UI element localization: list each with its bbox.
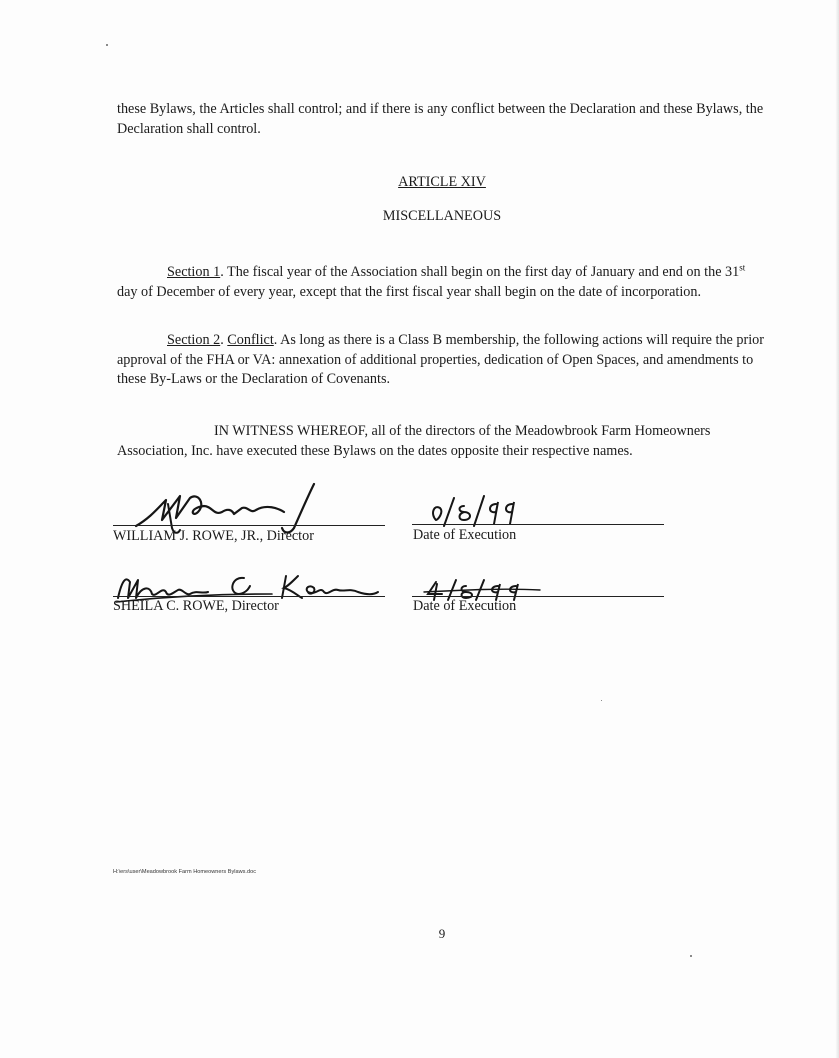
article-title: ARTICLE XIV [398, 174, 486, 190]
section-2-heading: Section 2 [167, 332, 221, 348]
section-1-paragraph [117, 263, 765, 302]
handwritten-date-1 [426, 494, 526, 528]
section-2-subheading: Conflict [227, 332, 274, 348]
date-line-1 [412, 524, 664, 525]
section-1-text-before: . The fiscal year of the Association shall begin on the first day of January and end on the 31 [220, 264, 740, 280]
section-2-text: . As long as there is a Class B membership, the following actions will require the prior approval of the FHA or VA: annexation of additional properties, dedication of Open Spaces, and amendments to these By-Laws or the Declaration of Covenants. [117, 332, 764, 387]
section-2-paragraph: Section 2. Conflict. As long as there is a Class B membership, the following actions will require the prior approval of the FHA or VA: annexation of additional properties, dedication of Open Spaces, and amendments to these By-Laws or the Declaration of Covenants. [117, 332, 764, 387]
date-label-2: Date of Execution [413, 598, 517, 614]
scan-speck [601, 700, 602, 701]
scan-speck [106, 44, 108, 46]
date-line-2 [412, 596, 664, 597]
scan-edge-shadow [835, 0, 839, 1058]
scan-speck [690, 955, 692, 957]
witness-paragraph: IN WITNESS WHEREOF, all of the directors of the Meadowbrook Farm Homeowners Association, Inc. have executed these Bylaws on the dates opposite their respective names. [117, 423, 711, 459]
signature-line-1 [113, 525, 385, 526]
signer-2-name-title: SHEILA C. ROWE, Director [113, 598, 279, 614]
article-subtitle: MISCELLANEOUS [382, 208, 502, 224]
ordinal-suffix: st [739, 262, 746, 273]
section-1-heading: Section 1 [167, 264, 221, 280]
page-number: 9 [438, 926, 446, 941]
footer-file-path: H:\ers\user\Meadowbrook Farm Homeowners Bylaws.doc [113, 869, 257, 875]
signer-1-name-title: WILLIAM J. ROWE, JR., Director [113, 528, 314, 544]
date-label-1: Date of Execution [413, 527, 517, 543]
continuation-paragraph: these Bylaws, the Articles shall control; and if there is any conflict between the Declaration and these Bylaws, the Declaration shall control. [117, 101, 764, 137]
signature-line-2 [113, 596, 385, 597]
section-1-text-after: day of December of every year, except that the first fiscal year shall begin on the date of incorporation. [117, 283, 702, 300]
